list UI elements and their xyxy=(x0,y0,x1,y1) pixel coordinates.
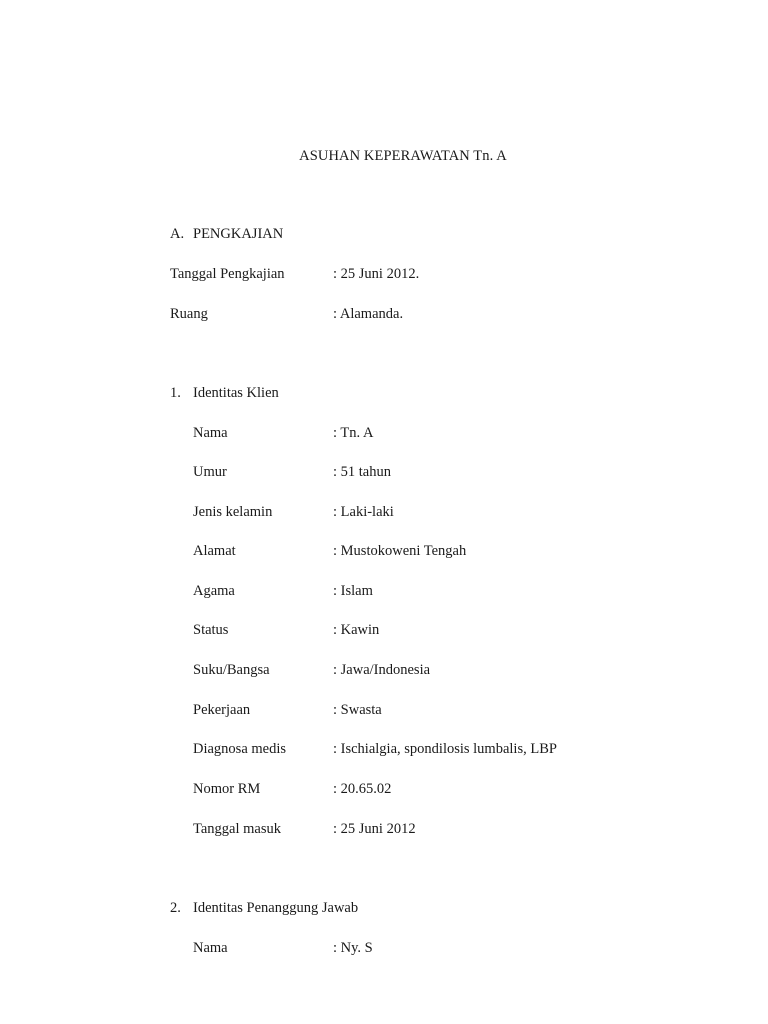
field-value-ruang: : Alamanda. xyxy=(333,306,404,322)
field-value-suku-bangsa: : Jawa/Indonesia xyxy=(333,662,431,678)
field-label-status: Status xyxy=(193,622,229,638)
field-value-tanggal-masuk: : 25 Juni 2012 xyxy=(333,821,416,837)
field-label-ruang: Ruang xyxy=(170,306,208,322)
field-label-nama: Nama xyxy=(193,425,228,441)
section-number: A. xyxy=(170,226,185,242)
field-value-agama: : Islam xyxy=(333,583,373,599)
field-value-jenis-kelamin: : Laki-laki xyxy=(333,504,394,520)
field-value-pekerjaan: : Swasta xyxy=(333,702,382,718)
field-label-suku-bangsa: Suku/Bangsa xyxy=(193,662,270,678)
section-number: 2. xyxy=(170,900,181,916)
field-value-diagnosa-medis: : Ischialgia, spondilosis lumbalis, LBP xyxy=(333,741,557,757)
field-label-umur: Umur xyxy=(193,464,227,480)
field-value-nomor-rm: : 20.65.02 xyxy=(333,781,392,797)
field-value-status: : Kawin xyxy=(333,622,380,638)
field-value-nama: : Tn. A xyxy=(333,425,374,441)
field-value-nama-penanggung-jawab: : Ny. S xyxy=(333,940,373,956)
section-heading: PENGKAJIAN xyxy=(193,226,284,242)
field-label-pekerjaan: Pekerjaan xyxy=(193,702,251,718)
field-value-tanggal-pengkajian: : 25 Juni 2012. xyxy=(333,266,420,282)
field-value-umur: : 51 tahun xyxy=(333,464,391,480)
field-value-alamat: : Mustokoweni Tengah xyxy=(333,543,467,559)
field-label-alamat: Alamat xyxy=(193,543,236,559)
section-heading: Identitas Penanggung Jawab xyxy=(193,900,359,916)
field-label-nomor-rm: Nomor RM xyxy=(193,781,261,797)
field-label-nama-penanggung-jawab: Nama xyxy=(193,940,228,956)
section-number: 1. xyxy=(170,385,181,401)
field-label-diagnosa-medis: Diagnosa medis xyxy=(193,741,287,757)
field-label-jenis-kelamin: Jenis kelamin xyxy=(193,504,273,520)
document-title: ASUHAN KEPERAWATAN Tn. A xyxy=(299,148,507,164)
field-label-tanggal-masuk: Tanggal masuk xyxy=(193,821,281,837)
field-label-tanggal-pengkajian: Tanggal Pengkajian xyxy=(170,266,285,282)
section-heading: Identitas Klien xyxy=(193,385,279,401)
field-label-agama: Agama xyxy=(193,583,235,599)
